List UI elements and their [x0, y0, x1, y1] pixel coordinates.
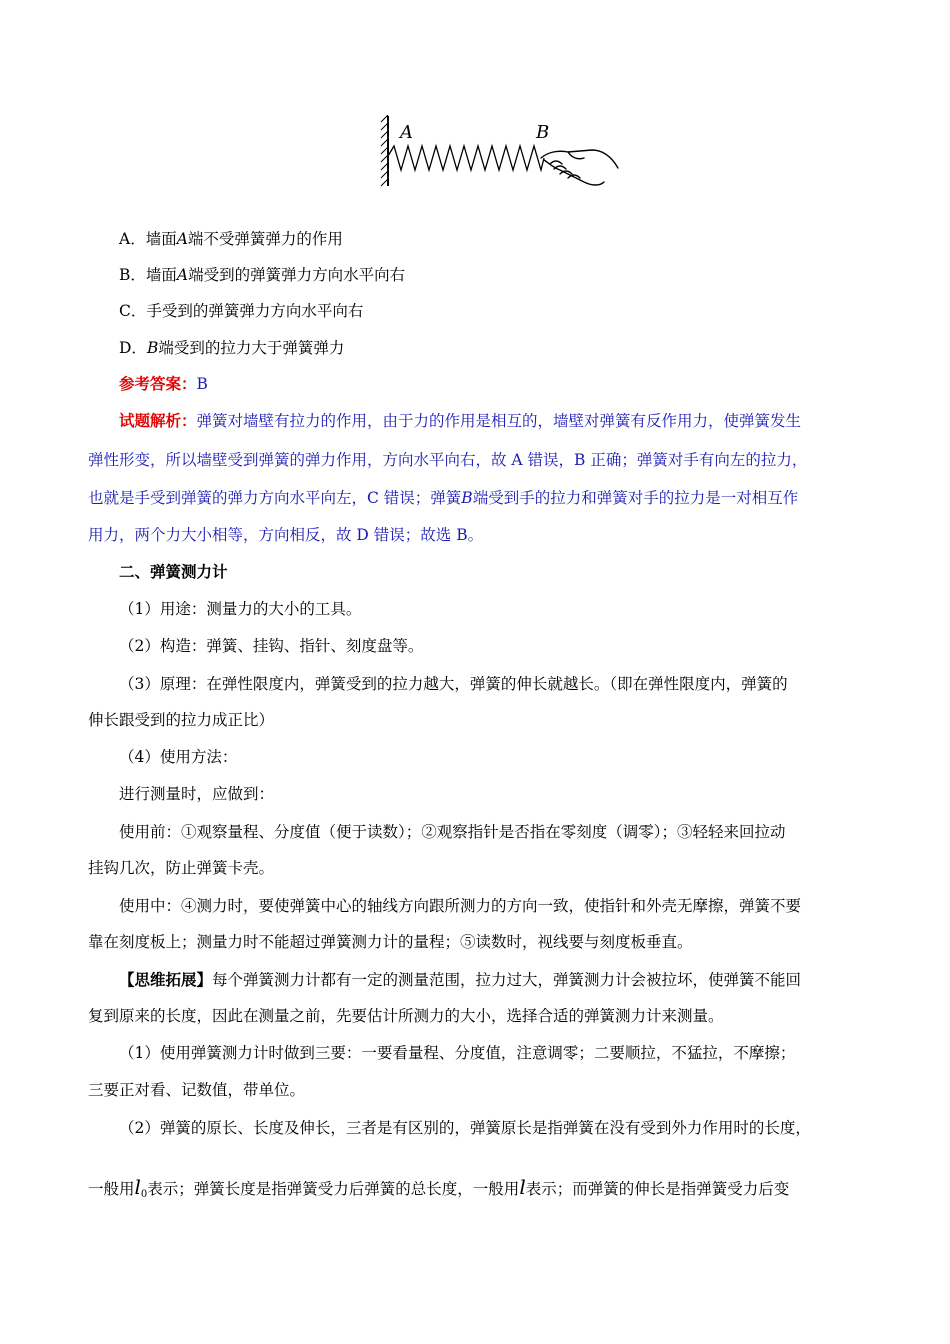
- section-item-6-cont: 挂钩几次，防止弹簧卡壳。: [88, 859, 275, 877]
- option-d: D．B端受到的拉力大于弹簧弹力: [119, 339, 345, 357]
- hand-icon: [541, 150, 618, 185]
- spring-hand-figure: [378, 112, 626, 194]
- section-item-5: 进行测量时，应做到：: [119, 785, 275, 803]
- section-item-3-cont: 伸长跟受到的拉力成正比）: [88, 711, 275, 729]
- section-title: 二、弹簧测力计: [119, 562, 228, 581]
- option-c: C．手受到的弹簧弹力方向水平向右: [119, 302, 364, 320]
- section-item-4: （4）使用方法：: [119, 748, 238, 766]
- extension-label: 【思维拓展】: [119, 970, 213, 989]
- option-b: B．墙面A端受到的弹簧弹力方向水平向右: [119, 266, 406, 284]
- section-item-7-cont: 靠在刻度板上；测量力时不能超过弹簧测力计的量程；⑤读数时，视线要与刻度板垂直。: [88, 933, 693, 951]
- label-b: B: [536, 122, 550, 143]
- option-a: A．墙面A端不受弹簧弹力的作用: [119, 230, 343, 248]
- analysis-label: 试题解析：: [119, 411, 197, 430]
- section-item-2: （2）构造：弹簧、挂钩、指针、刻度盘等。: [119, 637, 424, 655]
- extension-line-3: （1）使用弹簧测力计时做到三要：一要看量程、分度值，注意调零；二要顺拉，不猛拉，不摩擦；: [119, 1044, 796, 1062]
- extension-line-6: 一般用$l_0$表示；弹簧长度是指弹簧受力后弹簧的总长度，一般用l表示；而弹簧的伸长是指弹簧受力后变: [88, 1175, 790, 1200]
- analysis-line-2: 弹性形变，所以墙壁受到弹簧的弹力作用，方向水平向右，故 A 错误，B 正确；弹簧对手有向左的拉力，: [88, 451, 808, 469]
- analysis-line-4: 用力，两个力大小相等，方向相反，故 D 错误；故选 B。: [88, 526, 484, 544]
- extension-line-4: 三要正对看、记数值，带单位。: [88, 1081, 306, 1099]
- spring-coil: [388, 146, 544, 170]
- answer-label: 参考答案：: [119, 374, 197, 393]
- wall-hatching: [381, 115, 388, 186]
- answer-line: [119, 373, 899, 395]
- extension-line-2: 复到原来的长度，因此在测量之前，先要估计所测力的大小，选择合适的弹簧测力计来测量。: [88, 1007, 724, 1025]
- label-a: A: [400, 122, 413, 143]
- section-item-6: 使用前：①观察量程、分度值（便于读数）；②观察指针是否指在零刻度（调零）；③轻轻来回拉动: [119, 823, 786, 841]
- section-item-7: 使用中：④测力时，要使弹簧中心的轴线方向跟所测力的方向一致，使指针和外壳无摩擦，弹簧不要: [119, 897, 802, 915]
- answer-value: B: [196, 375, 208, 393]
- extension-line-5: （2）弹簧的原长、长度及伸长，三者是有区别的，弹簧原长是指弹簧在没有受到外力作用时的长度，: [119, 1119, 811, 1137]
- section-item-1: （1）用途：测量力的大小的工具。: [119, 600, 362, 618]
- analysis-line-3: 也就是手受到弹簧的弹力方向水平向左，C 错误；弹簧B端受到手的拉力和弹簧对手的拉力是一对相互作: [88, 489, 799, 507]
- extension-line-1: 【思维拓展】每个弹簧测力计都有一定的测量范围，拉力过大，弹簧测力计会被拉坏，使弹簧不能回: [119, 970, 802, 989]
- analysis-line-1: 试题解析：弹簧对墙壁有拉力的作用，由于力的作用是相互的，墙壁对弹簧有反作用力，使弹簧发生: [119, 411, 802, 430]
- section-item-3: （3）原理：在弹性限度内，弹簧受到的拉力越大，弹簧的伸长就越长。（即在弹性限度内，弹簧的: [119, 675, 788, 693]
